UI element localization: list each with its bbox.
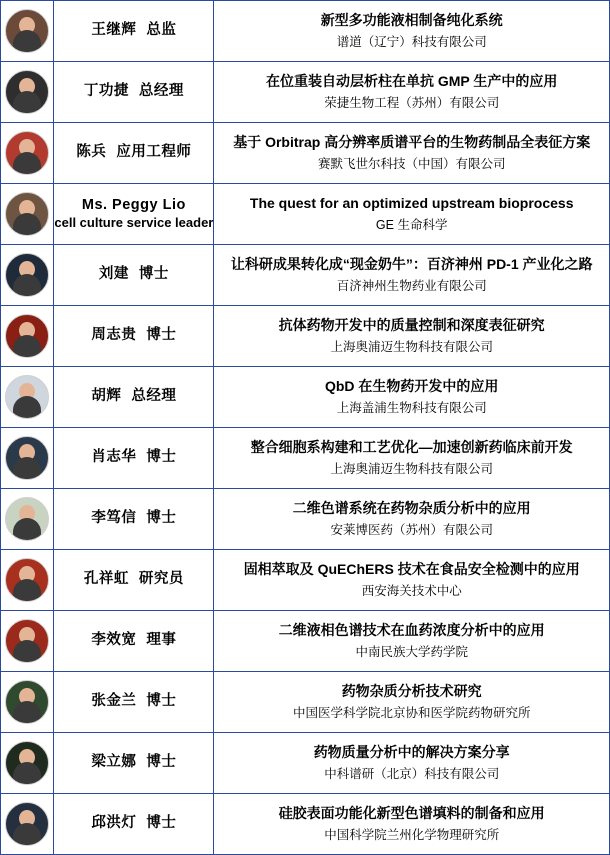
- speaker-photo-cell: [1, 428, 54, 489]
- speaker-photo-cell: [1, 367, 54, 428]
- speaker-name: 陈兵: [76, 144, 107, 161]
- speaker-name-cell: [54, 794, 214, 855]
- speaker-topic-cell: [214, 245, 610, 306]
- speaker-name: 肖志华: [91, 449, 137, 466]
- speaker-name-cell: [54, 611, 214, 672]
- topic-organization: 中国科学院兰州化学物理研究所: [324, 827, 500, 842]
- topic-title: The quest for an optimized upstream bioprocess: [249, 195, 574, 212]
- speaker-title: 研究员: [138, 571, 184, 588]
- speaker-name-cell: [54, 367, 214, 428]
- speaker-title: 总经理: [131, 388, 177, 405]
- table-row: [1, 489, 610, 550]
- topic-title: 硅胶表面功能化新型色谱填料的制备和应用: [278, 805, 545, 822]
- table-row: [1, 123, 610, 184]
- speaker-photo-cell: [1, 306, 54, 367]
- speaker-name-line: [54, 570, 213, 590]
- topic-organization: 上海奥浦迈生物科技有限公司: [330, 339, 493, 354]
- speaker-name: 梁立娜: [91, 754, 137, 771]
- speaker-title: 博士: [146, 815, 177, 832]
- topic-organization: 安莱博医药（苏州）有限公司: [330, 522, 493, 537]
- speaker-photo-cell: [1, 794, 54, 855]
- speaker-topic-cell: [214, 794, 610, 855]
- table-row: [1, 62, 610, 123]
- speaker-topic-cell: [214, 672, 610, 733]
- speaker-title: 博士: [138, 266, 169, 283]
- speaker-title: 理事: [146, 632, 177, 649]
- speaker-topic-cell: [214, 428, 610, 489]
- speaker-photo-cell: [1, 184, 54, 245]
- topic-title: 整合细胞系构建和工艺优化—加速创新药临床前开发: [250, 439, 573, 456]
- speaker-name-line: [54, 509, 213, 529]
- topic-organization: 谱道（辽宁）科技有限公司: [336, 34, 487, 49]
- speaker-name-cell: [54, 245, 214, 306]
- speaker-name: 周志贵: [91, 327, 137, 344]
- table-row: [1, 428, 610, 489]
- table-row: [1, 184, 610, 245]
- speaker-name: 邱洪灯: [91, 815, 137, 832]
- table-row: [1, 794, 610, 855]
- table-row: [1, 733, 610, 794]
- speaker-topic-cell: [214, 367, 610, 428]
- speaker-title: 总监: [146, 22, 177, 39]
- topic-organization: 西安海关技术中心: [361, 583, 462, 598]
- speaker-title: 博士: [146, 754, 177, 771]
- avatar: [5, 741, 49, 785]
- speaker-name-line: [54, 814, 213, 834]
- speaker-name: 孔祥虹: [83, 571, 129, 588]
- speaker-name-cell: [54, 1, 214, 62]
- topic-title: 让科研成果转化成“现金奶牛”：百济神州 PD-1 产业化之路: [230, 256, 593, 273]
- topic-title: 抗体药物开发中的质量控制和深度表征研究: [278, 317, 545, 334]
- avatar: [5, 314, 49, 358]
- speaker-topic-cell: [214, 733, 610, 794]
- speaker-name-line: [54, 753, 213, 773]
- topic-organization: 中国医学科学院北京协和医学院药物研究所: [292, 705, 531, 720]
- topic-organization: 上海盖浦生物科技有限公司: [336, 400, 487, 415]
- speaker-topic-cell: [214, 62, 610, 123]
- avatar: [5, 253, 49, 297]
- speaker-photo-cell: [1, 1, 54, 62]
- avatar: [5, 497, 49, 541]
- speaker-photo-cell: [1, 550, 54, 611]
- speaker-topic-cell: [214, 306, 610, 367]
- speaker-title: 博士: [146, 327, 177, 344]
- speaker-name: 张金兰: [91, 693, 137, 710]
- avatar: [5, 9, 49, 53]
- speaker-name: 王继辉: [91, 22, 137, 39]
- speaker-name-cell: [54, 489, 214, 550]
- speaker-name-cell: [54, 428, 214, 489]
- table-body: [1, 1, 610, 855]
- speaker-photo-cell: [1, 123, 54, 184]
- speaker-name-line: [54, 631, 213, 651]
- table-row: [1, 367, 610, 428]
- speaker-name: 李笃信: [91, 510, 137, 527]
- table-row: [1, 1, 610, 62]
- speaker-role: cell culture service leader: [54, 215, 214, 231]
- speaker-name-line: [54, 82, 213, 102]
- topic-organization: 上海奥浦迈生物科技有限公司: [330, 461, 493, 476]
- topic-organization: 百济神州生物药业有限公司: [336, 278, 487, 293]
- speaker-topic-cell: [214, 550, 610, 611]
- speaker-topic-cell: [214, 123, 610, 184]
- speaker-topic-cell: [214, 611, 610, 672]
- speaker-name-cell: [54, 306, 214, 367]
- speaker-name-cell: [54, 62, 214, 123]
- speaker-name-line: [54, 387, 213, 407]
- topic-title: 基于 Orbitrap 高分辨率质谱平台的生物药制品全表征方案: [233, 134, 591, 151]
- speaker-title: 总经理: [138, 83, 184, 100]
- speaker-name-cell: [54, 550, 214, 611]
- table-row: [1, 672, 610, 733]
- avatar: [5, 131, 49, 175]
- topic-title: 二维色谱系统在药物杂质分析中的应用: [292, 500, 531, 517]
- speaker-title: 博士: [146, 693, 177, 710]
- speaker-name: 李效宽: [91, 632, 137, 649]
- speaker-photo-cell: [1, 611, 54, 672]
- topic-organization: 中科谱研（北京）科技有限公司: [324, 766, 500, 781]
- topic-title: QbD 在生物药开发中的应用: [324, 378, 499, 395]
- speaker-name: Ms. Peggy Lio: [81, 196, 186, 213]
- avatar: [5, 619, 49, 663]
- speaker-photo-cell: [1, 733, 54, 794]
- speaker-name-line: [54, 326, 213, 346]
- speaker-name-cell: [54, 123, 214, 184]
- speaker-topic-cell: [214, 1, 610, 62]
- table-row: [1, 550, 610, 611]
- speaker-name-cell: [54, 672, 214, 733]
- speaker-name-line: [54, 196, 213, 216]
- speaker-topic-cell: [214, 489, 610, 550]
- speaker-photo-cell: [1, 489, 54, 550]
- speaker-name: 丁功捷: [83, 83, 129, 100]
- topic-title: 新型多功能液相制备纯化系统: [320, 12, 503, 29]
- speaker-photo-cell: [1, 62, 54, 123]
- speaker-topic-cell: [214, 184, 610, 245]
- avatar: [5, 70, 49, 114]
- speaker-name-line: [54, 143, 213, 163]
- speaker-name: 刘建: [98, 266, 129, 283]
- topic-organization: 荣捷生物工程（苏州）有限公司: [324, 95, 500, 110]
- speaker-name-cell: [54, 733, 214, 794]
- speaker-title: 博士: [146, 449, 177, 466]
- avatar: [5, 680, 49, 724]
- topic-title: 二维液相色谱技术在血药浓度分析中的应用: [278, 622, 545, 639]
- speaker-name: 胡辉: [91, 388, 122, 405]
- avatar: [5, 802, 49, 846]
- speaker-title: 应用工程师: [116, 144, 192, 161]
- avatar: [5, 375, 49, 419]
- speaker-title: 博士: [146, 510, 177, 527]
- speaker-photo-cell: [1, 672, 54, 733]
- topic-title: 在位重装自动层析柱在单抗 GMP 生产中的应用: [265, 73, 558, 90]
- avatar: [5, 192, 49, 236]
- speaker-name-cell: [54, 184, 214, 245]
- topic-title: 药物杂质分析技术研究: [341, 683, 482, 700]
- speaker-name-line: [54, 21, 213, 41]
- topic-organization: 赛默飞世尔科技（中国）有限公司: [317, 156, 506, 171]
- table-row: [1, 306, 610, 367]
- avatar: [5, 436, 49, 480]
- topic-title: 药物质量分析中的解决方案分享: [313, 744, 510, 761]
- table-row: [1, 611, 610, 672]
- topic-organization: 中南民族大学药学院: [355, 644, 468, 659]
- avatar: [5, 558, 49, 602]
- speaker-name-line: [54, 692, 213, 712]
- speaker-name-line: [54, 265, 213, 285]
- topic-title: 固相萃取及 QuEChERS 技术在食品安全检测中的应用: [243, 561, 580, 578]
- speaker-name-line: [54, 448, 213, 468]
- speaker-photo-cell: [1, 245, 54, 306]
- table-row: [1, 245, 610, 306]
- topic-organization: GE 生命科学: [375, 217, 448, 232]
